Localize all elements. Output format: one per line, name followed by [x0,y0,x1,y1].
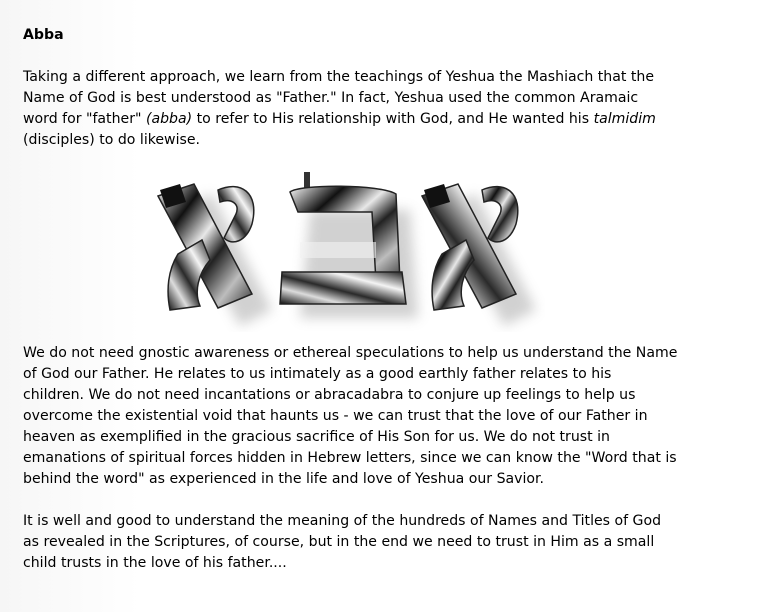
paragraph-line: behind the word" as experienced in the life and love of Yeshua our Savior. [23,471,545,487]
paragraph-line [23,109,713,130]
paragraph-line: We do not need gnostic awareness or ethereal speculations to help us understand the Name [23,345,678,361]
text-run: word for "father" [23,111,146,127]
text-run: to refer to His relationship with God, and He wanted his [192,111,594,127]
paragraph-line: overcome the existential void that haunts us - we can trust that the love of our Father in [23,408,648,424]
section-heading: Abba [23,27,64,43]
paragraph-line: Taking a different approach, we learn from the teachings of Yeshua the Mashiach that the [23,69,655,85]
paragraph-line: (disciples) to do likewise. [23,132,200,148]
article-intro [23,25,713,151]
paragraph-line: heaven as exemplified in the gracious sacrifice of His Son for us. We do not trust in [23,429,610,445]
spacer [23,46,713,67]
bet-letter-middle [280,172,418,318]
paragraph-line: emanations of spiritual forces hidden in Hebrew letters, since we can know the "Word that is [23,450,677,466]
paragraph-line: child trusts in the love of his father.... [23,555,287,571]
paragraph-line: children. We do not need incantations or abracadabra to conjure up feelings to help us [23,387,636,403]
aleph-letter-right [422,184,536,326]
paragraph-line: as revealed in the Scriptures, of course, but in the end we need to trust in Him as a small [23,534,655,550]
paragraph-closing [23,511,661,574]
paragraph-line: of God our Father. He relates to us intimately as a good earthly father relates to his [23,366,612,382]
paragraph-body [23,343,677,490]
paragraph-line: It is well and good to understand the meaning of the hundreds of Names and Titles of God [23,513,662,529]
aleph-letter-left [158,184,272,326]
hebrew-abba-image [150,162,545,332]
italic-term-talmidim: talmidim [593,111,656,127]
paragraph-intro [23,67,713,151]
italic-term-abba: (abba) [145,111,193,127]
paragraph-line: Name of God is best understood as "Father." In fact, Yeshua used the common Aramaic [23,90,639,106]
